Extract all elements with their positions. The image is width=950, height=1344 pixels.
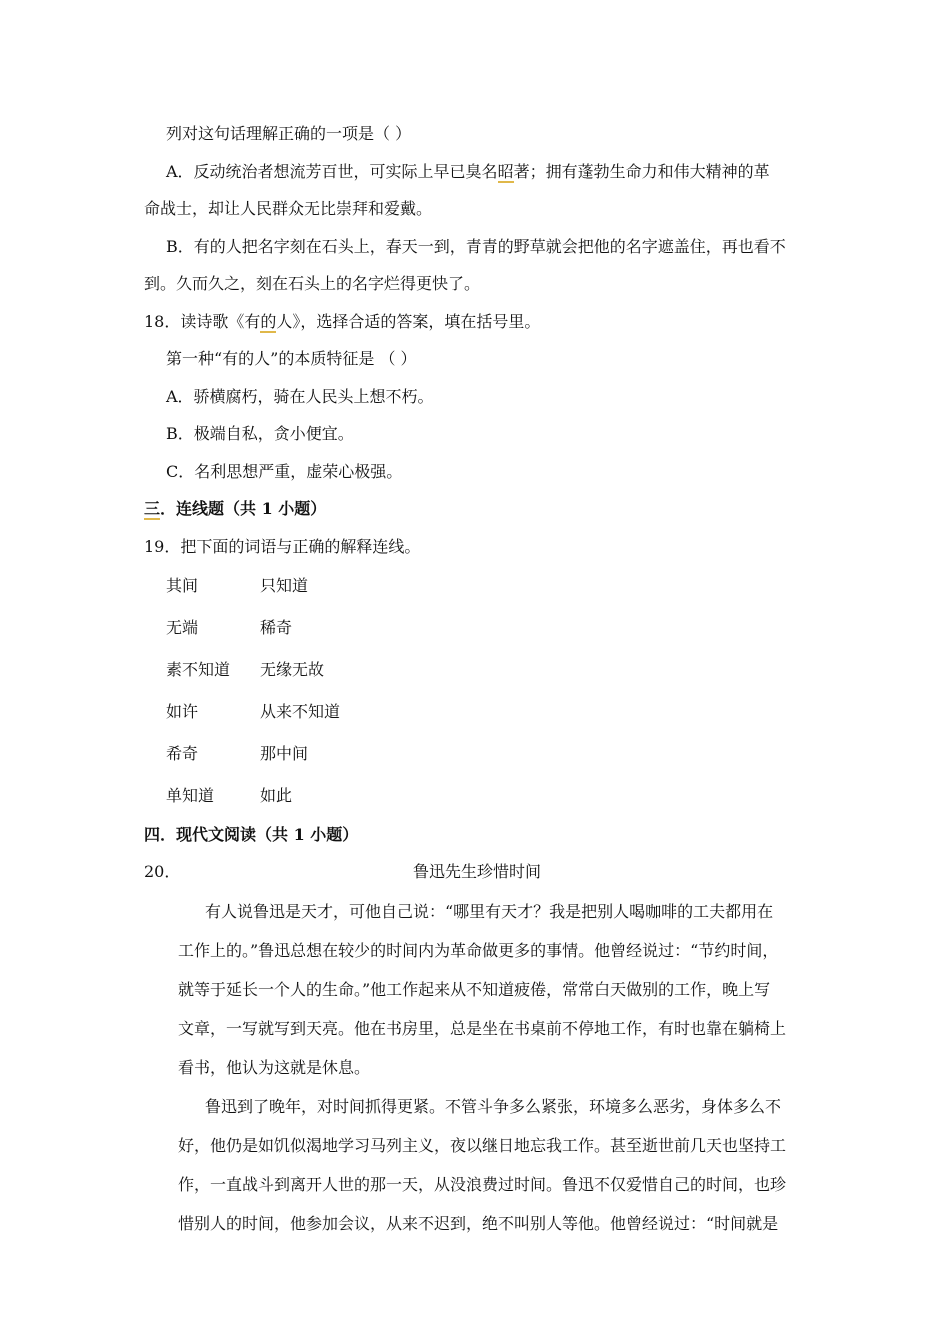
q20-paragraph1-line: 文章，一写就写到天亮。他在书房里，总是坐在书桌前不停地工作，有时也靠在躺椅上 — [178, 1019, 787, 1038]
q20-paragraph2-line: 鲁迅到了晚年，对时间抓得更紧。不管斗争多么紧张，环境多么恶劣，身体多么不 — [205, 1097, 782, 1116]
section3-heading — [144, 499, 326, 519]
q17-option-a-text: A．反动统治者想流芳百世，可实际上早已臭名 — [166, 162, 498, 181]
q18-option-c: C．名利思想严重，虚荣心极强。 — [166, 462, 403, 481]
q19-term: 其间 — [166, 576, 199, 595]
q19-term: 无端 — [166, 618, 199, 637]
q20-paragraph1-line: 就等于延长一个人的生命。”他工作起来从不知道疲倦，常常白天做别的工作，晚上写 — [178, 980, 771, 999]
q17-option-a-line2: 命战士，却让人民群众无比崇拜和爱戴。 — [144, 199, 433, 218]
q17-option-a-text-rest: 著；拥有蓬勃生命力和伟大精神的革 — [513, 162, 770, 181]
q20-number: 20． — [144, 862, 181, 881]
q17-option-b-line2: 到。久而久之，刻在石头上的名字烂得更快了。 — [144, 274, 481, 293]
q20-paragraph2-line: 好，他仍是如饥似渴地学习马列主义，夜以继日地忘我工作。甚至逝世前几天也坚持工 — [178, 1136, 787, 1155]
q19-stem: 19．把下面的词语与正确的解释连线。 — [144, 537, 421, 556]
q18-option-a: A．骄横腐朽，骑在人民头上想不朽。 — [166, 387, 434, 406]
q18-stem-pre: 18．读诗歌《有 — [144, 312, 261, 331]
q17-option-a-line1 — [166, 162, 770, 182]
q18-option-b: B．极端自私，贪小便宜。 — [166, 424, 354, 443]
q17-option-b-line1: B．有的人把名字刻在石头上，春天一到，青青的野草就会把他的名字遮盖住，再也看不 — [166, 237, 786, 256]
q20-passage-title: 鲁迅先生珍惜时间 — [413, 862, 542, 881]
q19-term: 希奇 — [166, 744, 199, 763]
q19-definition: 那中间 — [260, 744, 309, 763]
q19-definition: 如此 — [260, 786, 293, 805]
q19-term: 素不知道 — [166, 660, 231, 679]
q19-definition: 从来不知道 — [260, 702, 341, 721]
q18-sub-question: 第一种“有的人”的本质特征是 （ ） — [166, 349, 417, 368]
q18-stem-post: 人》，选择合适的答案，填在括号里。 — [276, 312, 541, 331]
q20-paragraph1-line: 有人说鲁迅是天才，可他自己说：“哪里有天才？我是把别人喝咖啡的工夫都用在 — [205, 902, 774, 921]
q20-paragraph2-line: 惜别人的时间，他参加会议，从来不迟到，绝不叫别人等他。他曾经说过：“时间就是 — [178, 1214, 779, 1233]
section3-heading-marked-char: 三 — [144, 499, 161, 518]
q20-paragraph2-line: 作，一直战斗到离开人世的那一天，从没浪费过时间。鲁迅不仅爱惜自己的时间，也珍 — [178, 1175, 787, 1194]
q19-term: 单知道 — [166, 786, 215, 805]
q19-term: 如许 — [166, 702, 199, 721]
q19-definition: 稀奇 — [260, 618, 293, 637]
q19-definition: 无缘无故 — [260, 660, 325, 679]
q20-paragraph1-line: 工作上的。”鲁迅总想在较少的时间内为革命做更多的事情。他曾经说过：“节约时间， — [178, 941, 779, 960]
q18-stem — [144, 312, 540, 332]
section3-heading-rest: ．连线题（共 1 小题） — [160, 499, 327, 518]
q19-definition: 只知道 — [260, 576, 309, 595]
q17-stem-tail: 列对这句话理解正确的一项是（ ） — [166, 124, 412, 143]
q20-paragraph1-line: 看书，他认为这就是休息。 — [178, 1058, 371, 1077]
q17-option-a-marked-char: 昭 — [497, 162, 514, 181]
section4-heading: 四．现代文阅读（共 1 小题） — [144, 825, 359, 844]
q18-stem-marked-char: 的 — [260, 312, 277, 331]
